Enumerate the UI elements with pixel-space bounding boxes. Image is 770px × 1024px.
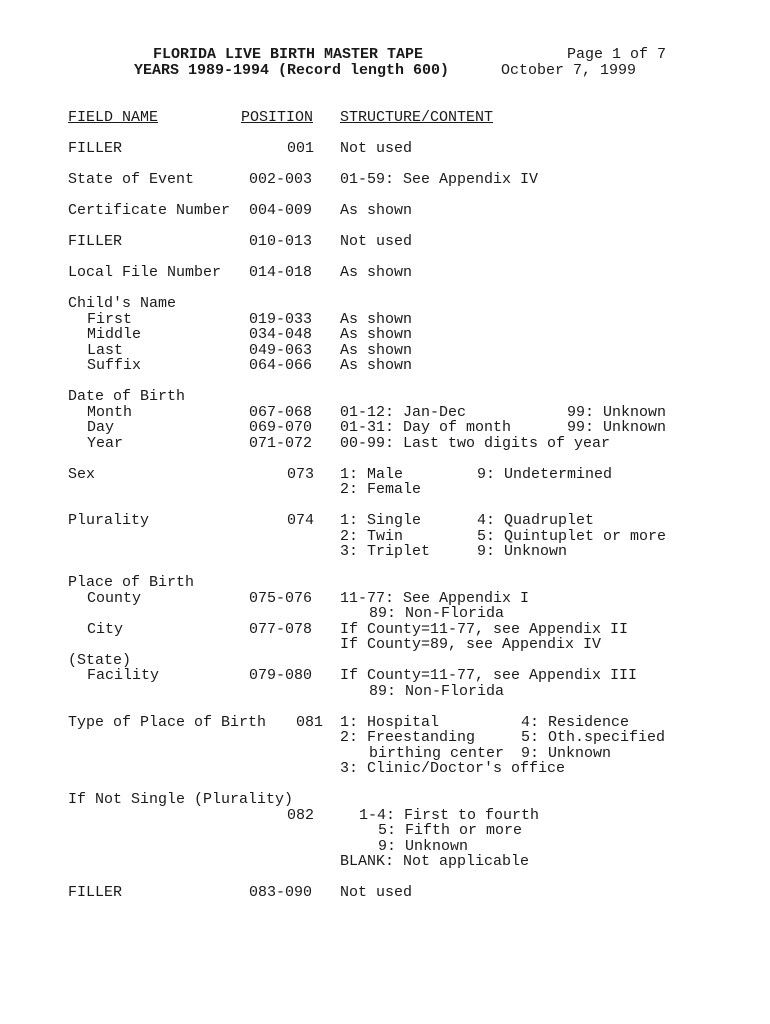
field-position: 010-013 [249,233,313,250]
field-name: City [87,621,124,638]
field-name: If Not Single (Plurality) [68,791,294,808]
field-content: 1-4: First to fourth [359,807,540,824]
field-name: Last [87,342,124,359]
field-content: 9: Undetermined [477,466,613,483]
field-content: 00-99: Last two digits of year [340,435,611,452]
field-position: 049-063 [249,342,313,359]
field-content: 89: Non-Florida [369,683,505,700]
field-position: 067-068 [249,404,313,421]
field-content: 3: Clinic/Doctor's office [340,760,566,777]
field-content: As shown [340,264,413,281]
field-name: Year [87,435,124,452]
field-content: 01-12: Jan-Dec [340,404,467,421]
field-position: 071-072 [249,435,313,452]
field-content: 4: Quadruplet [477,512,595,529]
field-content: 4: Residence [521,714,630,731]
field-position: 077-078 [249,621,313,638]
field-content: 3: Triplet [340,543,431,560]
page-number: Page 1 of 7 [567,46,667,63]
field-name: Middle [87,326,142,343]
field-content: 9: Unknown [378,838,469,855]
field-position: 069-070 [249,419,313,436]
document-title: FLORIDA LIVE BIRTH MASTER TAPE [153,46,424,63]
field-content-unknown: 99: Unknown [567,404,667,421]
field-name: Type of Place of Birth [68,714,267,731]
field-content: 1: Single [340,512,422,529]
field-content: 11-77: See Appendix I [340,590,530,607]
field-name: Month [87,404,133,421]
column-header-field-name: FIELD NAME [68,109,159,126]
field-position: 073 [287,466,315,483]
field-position: 034-048 [249,326,313,343]
field-content: 2: Freestanding [340,729,476,746]
field-position: 014-018 [249,264,313,281]
field-name: State of Event [68,171,195,188]
field-content: 01-59: See Appendix IV [340,171,539,188]
document-date: October 7, 1999 [501,62,637,79]
column-header-structure: STRUCTURE/CONTENT [340,109,494,126]
field-content: 01-31: Day of month [340,419,512,436]
field-content: 5: Fifth or more [378,822,523,839]
field-name: Certificate Number [68,202,231,219]
field-position: 081 [296,714,324,731]
field-content: As shown [340,357,413,374]
field-content: As shown [340,311,413,328]
field-content: If County=11-77, see Appendix II [340,621,629,638]
field-name: Day [87,419,115,436]
field-position: 004-009 [249,202,313,219]
field-content: 5: Oth.specified [521,729,666,746]
field-subheading: (State) [68,652,132,669]
field-content: BLANK: Not applicable [340,853,530,870]
field-group-heading: Child's Name [68,295,177,312]
field-content: 5: Quintuplet or more [477,528,667,545]
field-content: As shown [340,342,413,359]
field-position: 082 [287,807,315,824]
field-name: FILLER [68,140,123,157]
field-name: FILLER [68,884,123,901]
field-position: 075-076 [249,590,313,607]
field-content: As shown [340,202,413,219]
field-content: If County=11-77, see Appendix III [340,667,638,684]
field-name: First [87,311,133,328]
field-name: Sex [68,466,96,483]
field-content: Not used [340,884,413,901]
field-content: As shown [340,326,413,343]
field-position: 019-033 [249,311,313,328]
field-position: 079-080 [249,667,313,684]
field-content: Not used [340,233,413,250]
column-header-position: POSITION [241,109,314,126]
field-position: 002-003 [249,171,313,188]
field-content: 1: Male [340,466,404,483]
field-content: 1: Hospital [340,714,440,731]
field-content-unknown: 99: Unknown [567,419,667,436]
field-content: 89: Non-Florida [369,605,505,622]
field-position: 074 [287,512,315,529]
field-name: Plurality [68,512,150,529]
field-group-heading: Date of Birth [68,388,186,405]
field-position: 064-066 [249,357,313,374]
field-name: FILLER [68,233,123,250]
field-content: 9: Unknown [521,745,612,762]
field-content: 9: Unknown [477,543,568,560]
field-group-heading: Place of Birth [68,574,195,591]
field-position: 083-090 [249,884,313,901]
field-name: Facility [87,667,160,684]
field-content: 2: Twin [340,528,404,545]
field-name: Suffix [87,357,142,374]
field-name: Local File Number [68,264,222,281]
field-content: If County=89, see Appendix IV [340,636,602,653]
field-content: birthing center [369,745,505,762]
field-content: 2: Female [340,481,422,498]
document-subtitle: YEARS 1989-1994 (Record length 600) [134,62,450,79]
field-name: County [87,590,142,607]
field-position: 001 [287,140,315,157]
field-content: Not used [340,140,413,157]
